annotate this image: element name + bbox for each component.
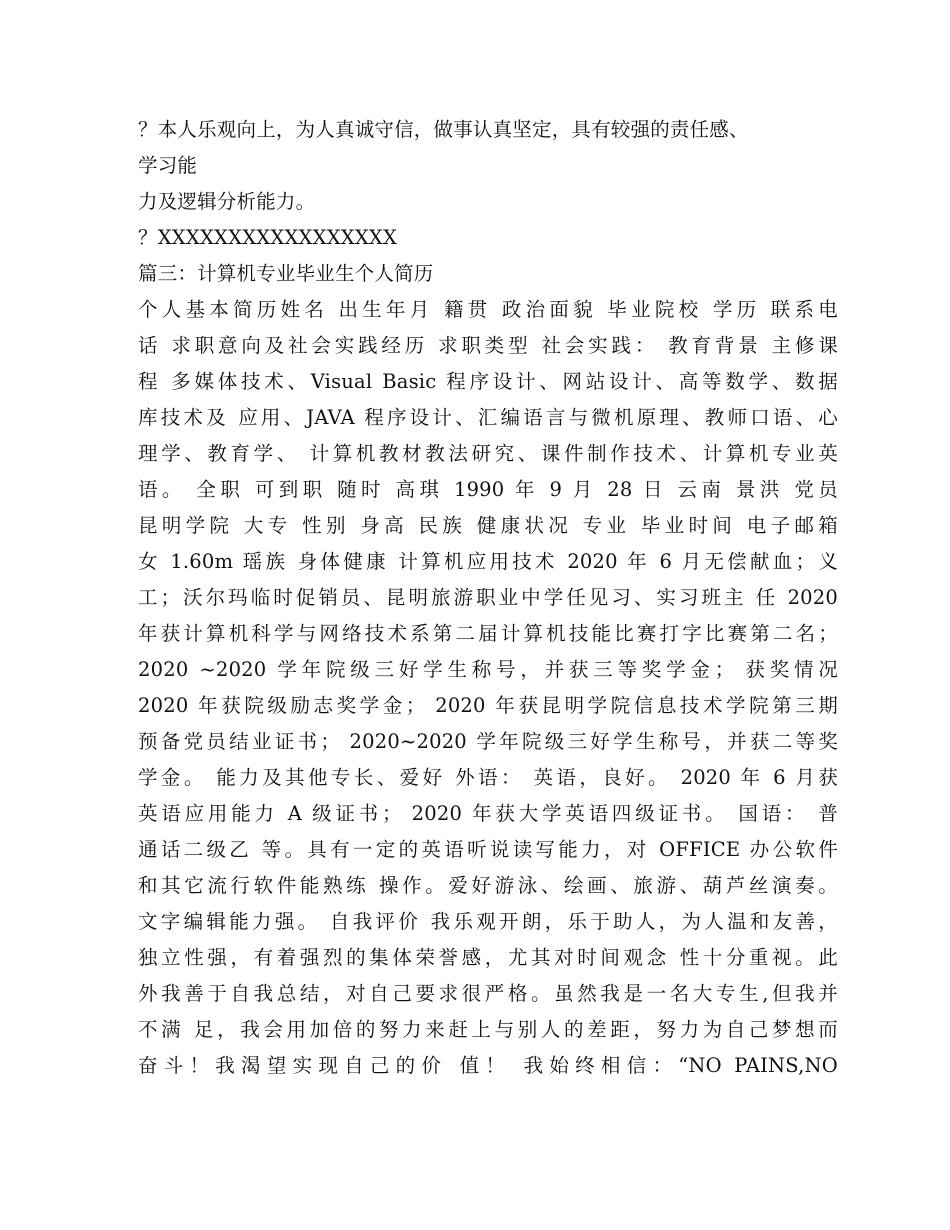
text-line: 语。 全职 可到职 随时 高琪 1990 年 9 月 28 日 云南 景洪 党员 [138,478,838,501]
text-line: 理学、教育学、 计算机教材教法研究、课件制作技术、计算机专业英 [138,442,838,465]
text-line: 女 1.60m 瑶族 身体健康 计算机应用技术 2020 年 6 月无偿献血；义 [138,550,838,573]
text-line: ？本人乐观向上，为人真诚守信，做事认真坚定，具有较强的责任感、 [138,118,749,141]
text-line: 2020 ~2020 学年院级三好学生称号，并获三等奖学金； 获奖情况 [138,658,838,681]
text-line: 年获计算机科学与网络技术系第二届计算机技能比赛打字比赛第二名； [138,622,838,645]
text-line: 2020 年获院级励志奖学金； 2020 年获昆明学院信息技术学院第三期 [138,694,838,717]
text-line: 工；沃尔玛临时促销员、昆明旅游职业中学任见习、实习班主 任 2020 [138,586,838,609]
text-line: 昆明学院 大专 性别 身高 民族 健康状况 专业 毕业时间 电子邮箱 [138,514,838,537]
text-line: 库技术及 应用、JAVA 程序设计、汇编语言与微机原理、教师口语、心 [138,406,838,429]
text-line: 文字编辑能力强。 自我评价 我乐观开朗，乐于助人，为人温和友善， [138,910,838,933]
text-line: 话 求职意向及社会实践经历 求职类型 社会实践： 教育背景 主修课 [138,334,838,357]
text-line: 学金。 能力及其他专长、爱好 外语： 英语，良好。 2020 年 6 月获 [138,766,838,789]
text-line: ？XXXXXXXXXXXXXXXXX [138,226,398,249]
text-line: 外我善于自我总结，对自己要求很严格。虽然我是一名大专生,但我并 [138,982,838,1005]
text-line: 程 多媒体技术、Visual Basic 程序设计、网站设计、高等数学、数据 [138,370,838,393]
text-line: 学习能 [138,154,198,177]
text-line: 个人基本简历姓名 出生年月 籍贯 政治面貌 毕业院校 学历 联系电 [138,298,838,321]
text-line: 预备党员结业证书； 2020~2020 学年院级三好学生称号，并获二等奖 [138,730,838,753]
text-line: 通话二级乙 等。具有一定的英语听说读写能力，对 OFFICE 办公软件 [138,838,838,861]
text-line: 奋斗！我渴望实现自己的价 值！ 我始终相信：“NO PAINS,NO [138,1054,838,1077]
text-line: 独立性强，有着强烈的集体荣誉感，尤其对时间观念 性十分重视。此 [138,946,838,969]
section-heading: 篇三：计算机专业毕业生个人简历 [138,262,434,285]
text-line: 和其它流行软件能熟练 操作。爱好游泳、绘画、旅游、葫芦丝演奏。 [138,874,838,897]
text-line: 不满 足，我会用加倍的努力来赶上与别人的差距，努力为自己梦想而 [138,1018,838,1041]
text-line: 力及逻辑分析能力。 [138,190,316,213]
text-line: 英语应用能力 A 级证书； 2020 年获大学英语四级证书。 国语： 普 [138,802,838,825]
